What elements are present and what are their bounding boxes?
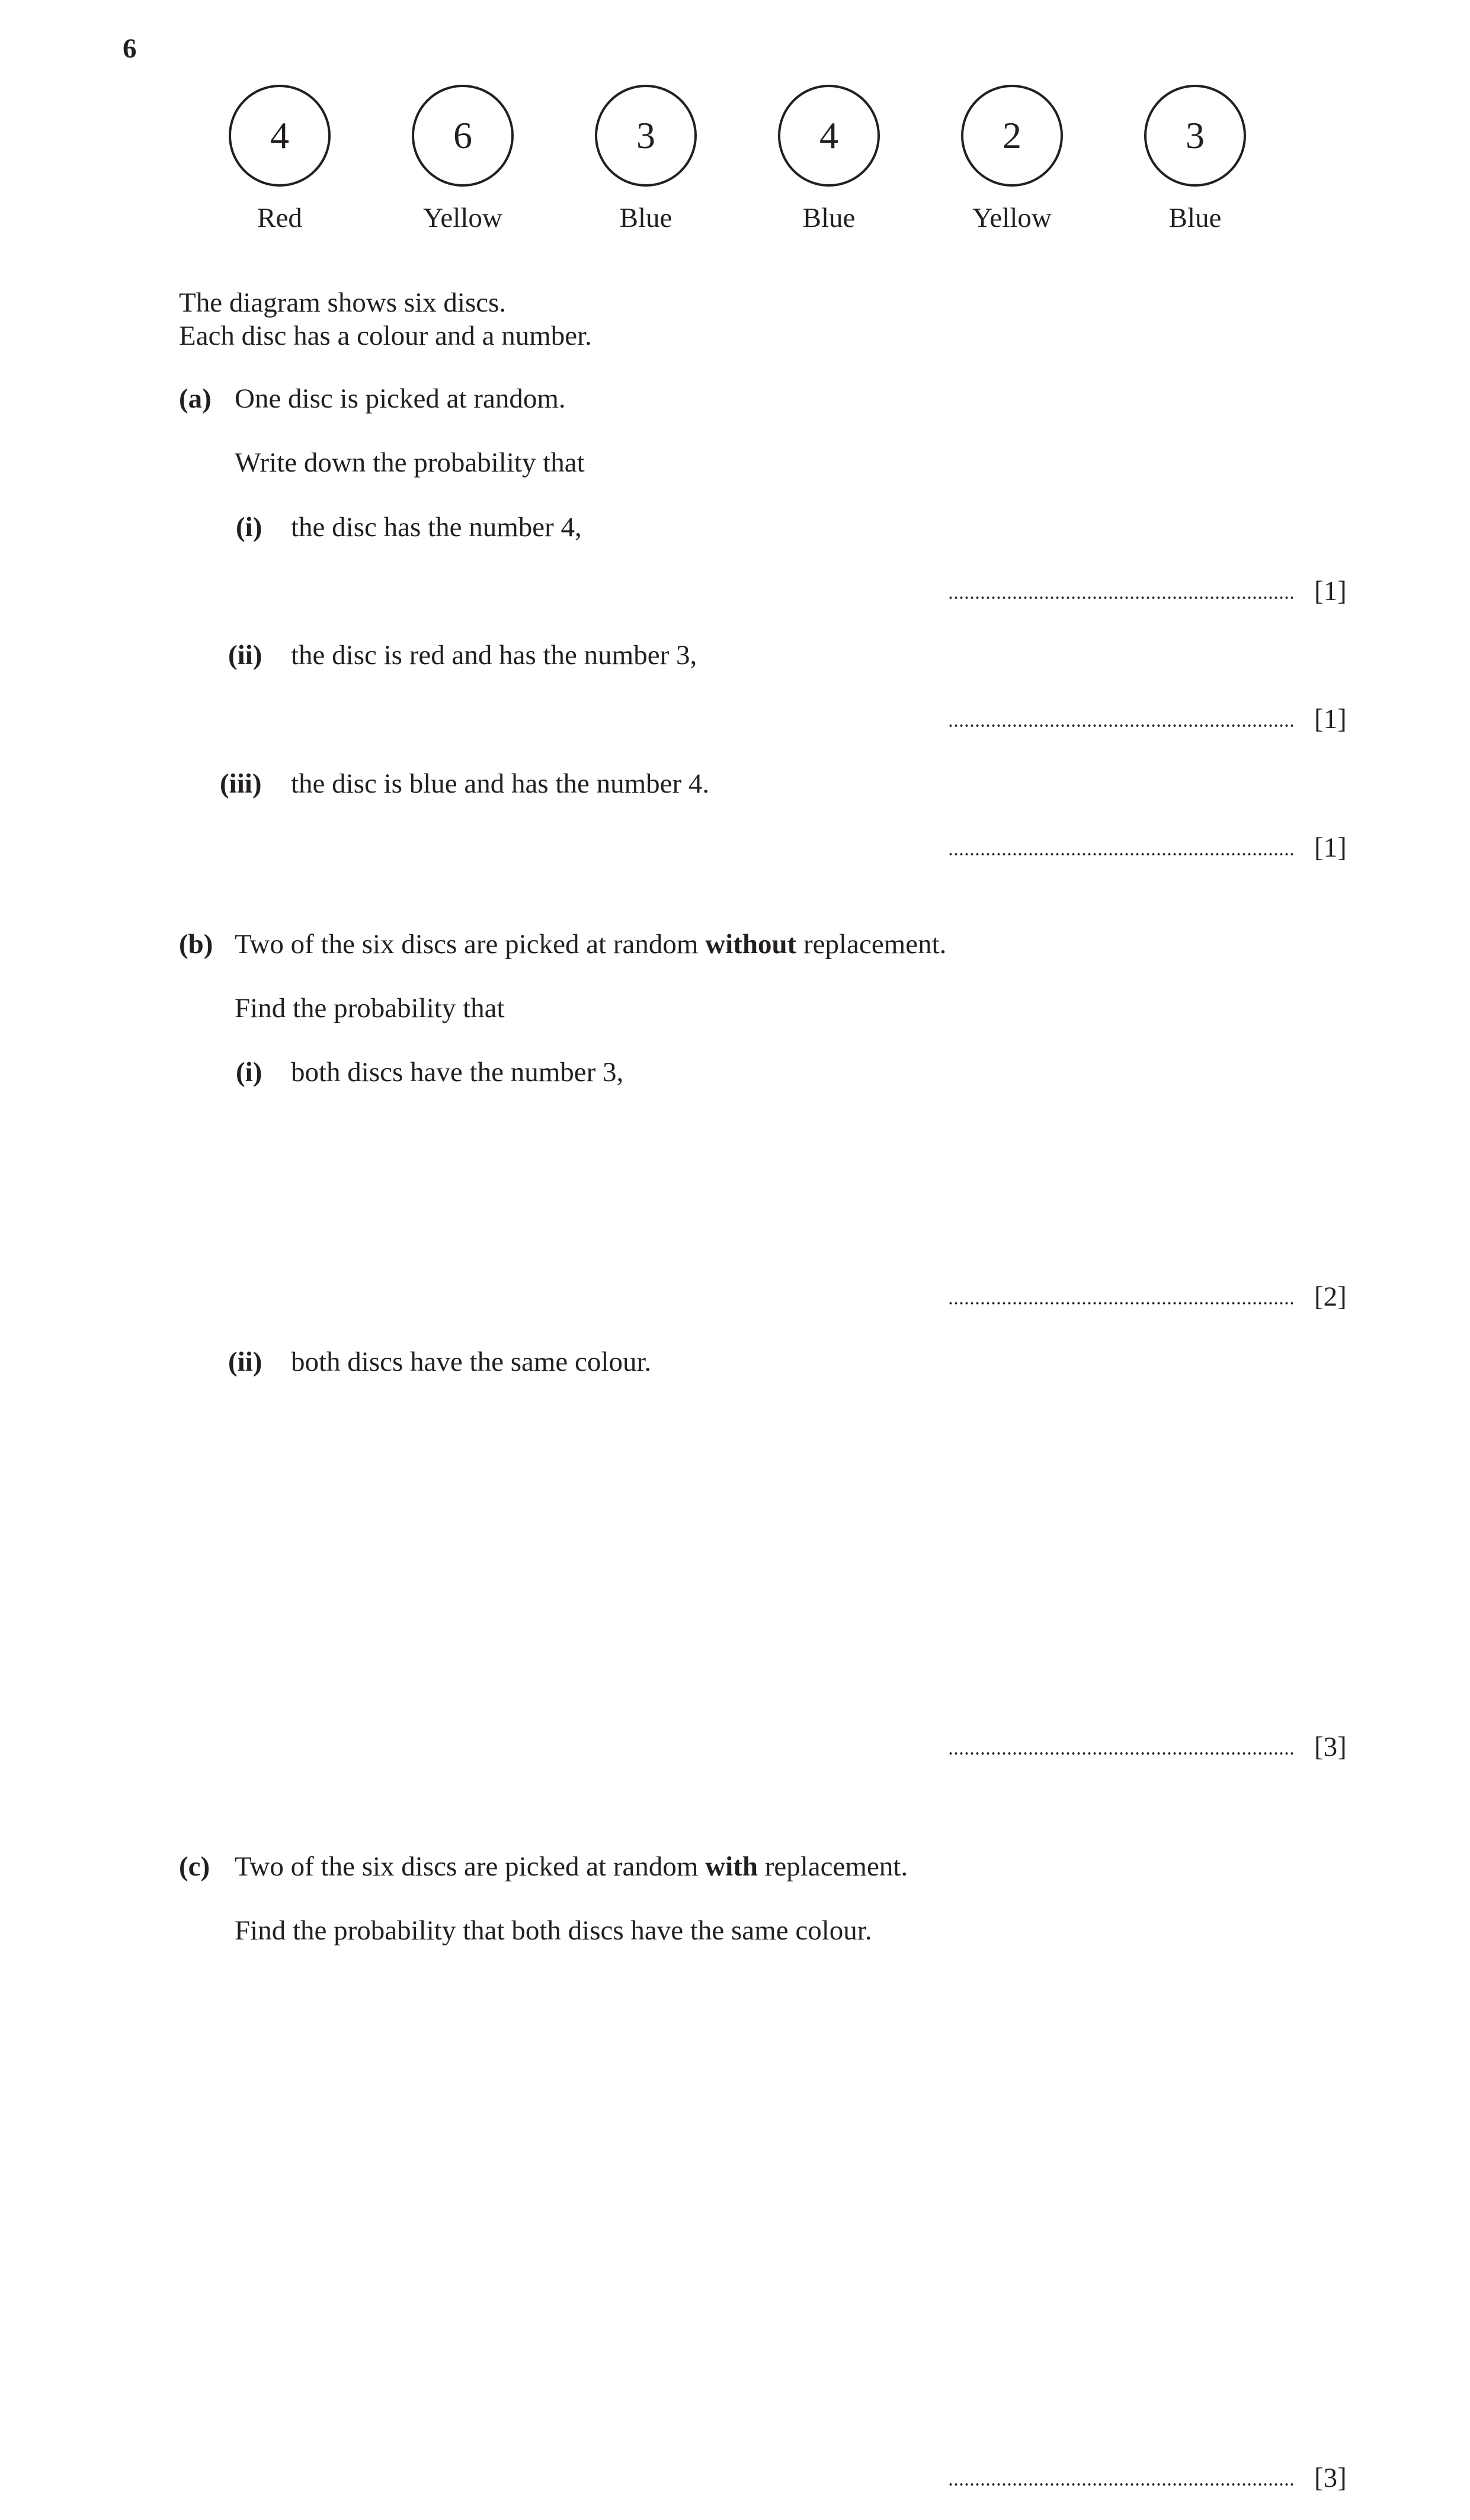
part-a-label: (a) [179, 383, 212, 414]
marks-b-i: [2] [1314, 1281, 1347, 1312]
disc-5 [961, 85, 1063, 187]
disc-4-number: 4 [819, 114, 838, 156]
disc-3-number: 3 [636, 114, 655, 156]
answer-line-a-i[interactable] [948, 596, 1293, 599]
part-c-instruction: Find the probability that both discs have the same colour. [235, 1915, 872, 1946]
part-b-text-after: replacement. [796, 929, 947, 960]
part-a-ii-label: (ii) [228, 640, 262, 671]
disc-2-number: 6 [453, 114, 472, 156]
disc-6-colour: Blue [1168, 203, 1222, 233]
part-b-label: (b) [179, 929, 213, 960]
part-c-text-bold: with [705, 1851, 758, 1882]
disc-3-colour: Blue [619, 203, 672, 233]
disc-1 [229, 85, 331, 187]
part-a-ii-text: the disc is red and has the number 3, [291, 640, 697, 671]
part-a-instruction: Write down the probability that [235, 447, 585, 478]
disc-4-colour: Blue [802, 203, 856, 233]
disc-5-colour: Yellow [972, 203, 1052, 233]
disc-6-number: 3 [1186, 114, 1205, 156]
part-c-label: (c) [179, 1851, 210, 1882]
part-a-iii-text: the disc is blue and has the number 4. [291, 768, 710, 799]
part-b-text-before: Two of the six discs are picked at random [235, 929, 706, 960]
disc-1-number: 4 [270, 114, 289, 156]
marks-c: [3] [1314, 2463, 1347, 2493]
part-a-text: One disc is picked at random. [235, 383, 566, 414]
part-b-text-bold: without [705, 929, 797, 960]
marks-b-ii: [3] [1314, 1732, 1347, 1762]
disc-6 [1144, 85, 1246, 187]
part-c-text-before: Two of the six discs are picked at random [235, 1851, 706, 1882]
intro-line-2: Each disc has a colour and a number. [179, 320, 592, 351]
part-c-text-after: replacement. [757, 1851, 908, 1882]
part-c-text [235, 1853, 908, 1881]
part-a-i-label: (i) [236, 512, 262, 543]
disc-2 [412, 85, 514, 187]
disc-5-number: 2 [1003, 114, 1021, 156]
intro-line-1: The diagram shows six discs. [179, 287, 507, 318]
answer-line-a-ii[interactable] [948, 724, 1293, 727]
disc-4 [778, 85, 880, 187]
answer-line-a-iii[interactable] [948, 852, 1293, 856]
part-b-ii-text: both discs have the same colour. [291, 1346, 652, 1377]
part-b-text [235, 931, 946, 958]
disc-3 [595, 85, 697, 187]
part-a-iii-label: (iii) [220, 768, 262, 799]
part-b-ii-label: (ii) [228, 1346, 262, 1377]
part-b-i-text: both discs have the number 3, [291, 1057, 624, 1088]
disc-1-colour: Red [257, 203, 302, 233]
part-b-instruction: Find the probability that [235, 993, 505, 1024]
answer-line-b-ii[interactable] [948, 1752, 1293, 1755]
part-b-i-label: (i) [236, 1057, 262, 1088]
disc-2-colour: Yellow [423, 203, 502, 233]
part-a-i-text: the disc has the number 4, [291, 512, 582, 543]
answer-line-b-i[interactable] [948, 1301, 1293, 1305]
marks-a-iii: [1] [1314, 832, 1347, 863]
marks-a-ii: [1] [1314, 704, 1347, 735]
marks-a-i: [1] [1314, 576, 1347, 607]
question-number: 6 [123, 33, 137, 64]
answer-line-c[interactable] [948, 2483, 1293, 2486]
